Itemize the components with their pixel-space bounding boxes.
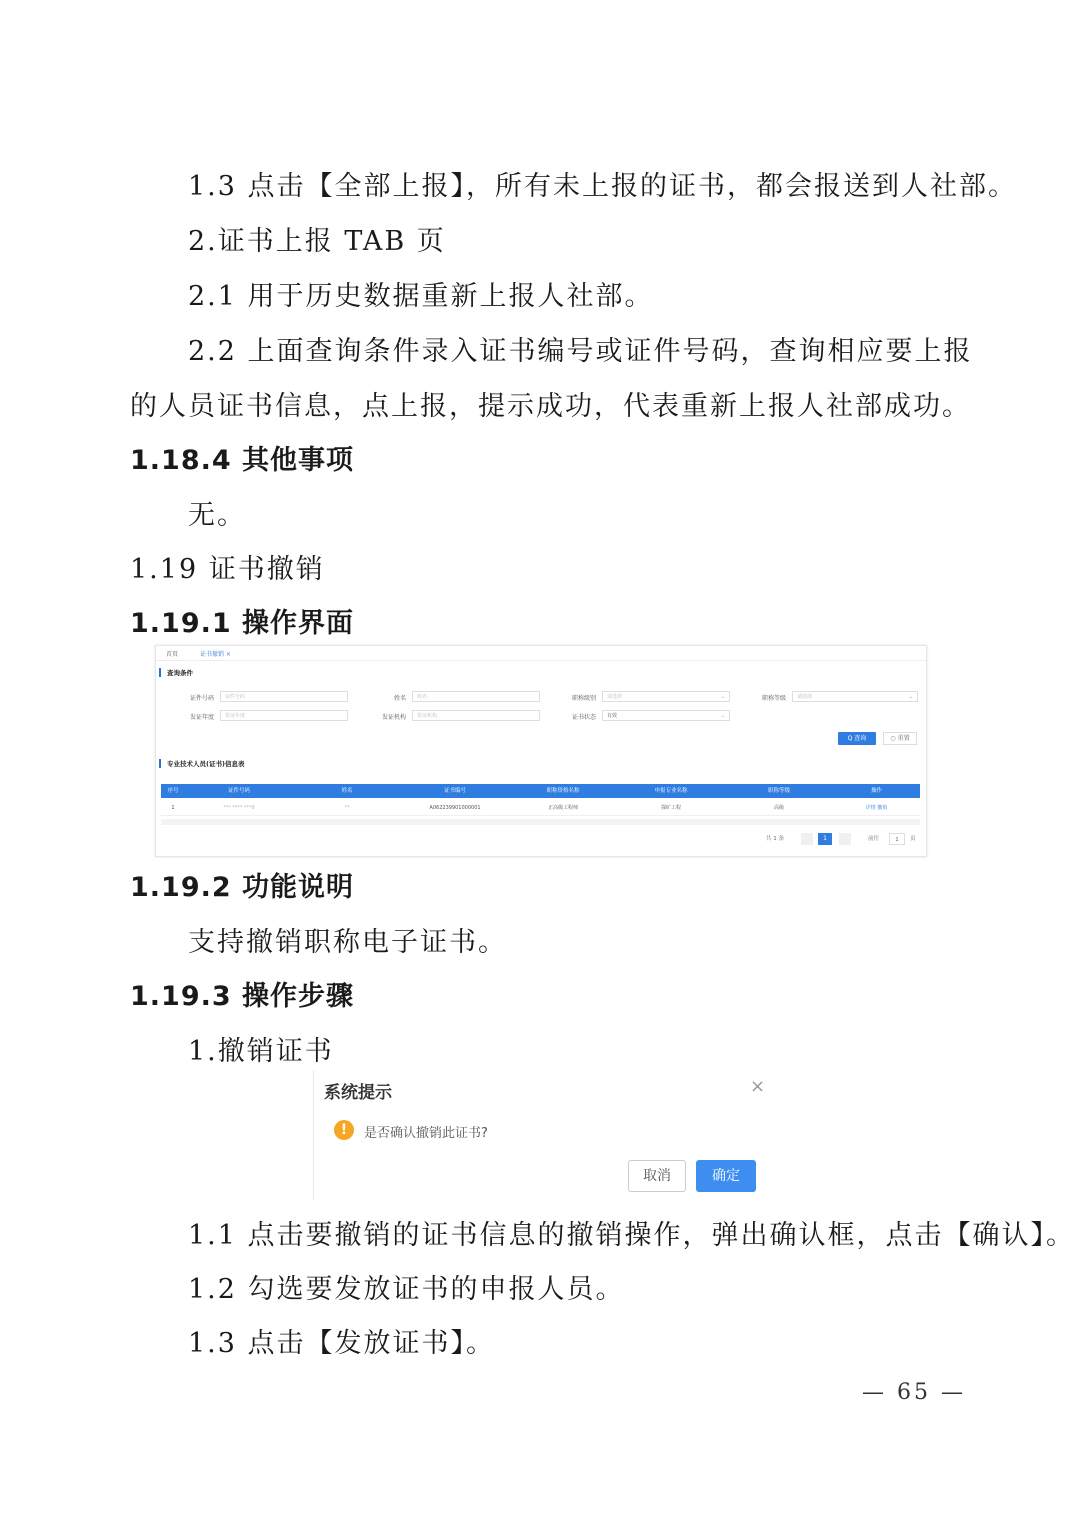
para-line: 1.2 勾选要发放证书的申报人员。 bbox=[188, 1274, 625, 1305]
para-line: 1.撤销证书 bbox=[188, 1036, 334, 1067]
cert-revoke-screenshot bbox=[155, 645, 927, 857]
cell: A062239901000001 bbox=[429, 805, 481, 811]
warning-icon: ! bbox=[334, 1120, 354, 1140]
revoke-link[interactable]: 撤销 bbox=[877, 805, 888, 811]
para-line: 2.2 上面查询条件录入证书编号或证件号码，查询相应要上报 bbox=[188, 336, 973, 367]
para-line: 1.3 点击【发放证书】。 bbox=[188, 1328, 496, 1359]
select-value: 请选择 bbox=[607, 694, 623, 700]
field-label: 职称级别 bbox=[571, 695, 596, 702]
chevron-down-icon: ⌄ bbox=[720, 713, 725, 719]
table-row bbox=[161, 801, 920, 816]
tab-bar bbox=[156, 646, 926, 661]
org-input[interactable]: 发证机构 bbox=[412, 710, 540, 721]
col-header: 职称等级 bbox=[767, 788, 790, 794]
cell: 正高级工程师 bbox=[547, 805, 578, 811]
tab-home[interactable]: 首页 bbox=[166, 651, 179, 658]
page-number: — 65 — bbox=[862, 1380, 966, 1405]
reset-button[interactable]: ○ 重置 bbox=[883, 732, 917, 745]
heading: 1.19.2 功能说明 bbox=[130, 872, 355, 903]
dialog-message: 是否确认撤销此证书? bbox=[364, 1126, 488, 1141]
field-label: 职称等级 bbox=[761, 695, 786, 702]
confirm-dialog bbox=[313, 1070, 784, 1200]
confirm-button[interactable]: 确定 bbox=[696, 1160, 756, 1192]
col-header: 证件号码 bbox=[227, 788, 250, 794]
col-header: 操作 bbox=[870, 788, 882, 794]
pager-unit: 页 bbox=[910, 836, 916, 842]
cell: 探矿工程 bbox=[660, 805, 681, 811]
cert-no-input[interactable]: 证件号码 bbox=[220, 691, 348, 702]
field-label: 发证机构 bbox=[381, 714, 406, 721]
year-input[interactable]: 发证年度 bbox=[220, 710, 348, 721]
query-button[interactable]: Q 查询 bbox=[838, 732, 876, 745]
goto-page-input[interactable]: 1 bbox=[889, 833, 905, 845]
prev-page-button[interactable] bbox=[801, 833, 813, 845]
para-line: 支持撤销职称电子证书。 bbox=[188, 927, 507, 958]
table-header bbox=[161, 784, 920, 798]
field-label: 证件号码 bbox=[189, 695, 214, 702]
level-select[interactable] bbox=[602, 691, 730, 702]
para-line: 2.1 用于历史数据重新上报人社部。 bbox=[188, 281, 654, 312]
col-header: 序号 bbox=[167, 788, 179, 794]
para-line: 1.3 点击【全部上报】，所有未上报的证书，都会报送到人社部。 bbox=[188, 171, 1018, 202]
para-line: 的人员证书信息，点上报，提示成功，代表重新上报人社部成功。 bbox=[130, 391, 971, 422]
dialog-title: 系统提示 bbox=[324, 1083, 392, 1103]
table-section-title: 专业技术人员(证书)信息表 bbox=[159, 759, 244, 768]
col-header: 证书编号 bbox=[443, 788, 466, 794]
heading: 1.19 证书撤销 bbox=[130, 554, 325, 585]
cell-actions bbox=[833, 801, 920, 815]
field-label: 姓名 bbox=[393, 695, 406, 702]
name-input[interactable]: 姓名 bbox=[412, 691, 540, 702]
next-page-button[interactable] bbox=[839, 833, 851, 845]
chevron-down-icon: ⌄ bbox=[720, 694, 725, 700]
col-header: 职称资格名称 bbox=[546, 788, 580, 794]
tab-cert-revoke[interactable]: 证书撤销 × bbox=[200, 651, 231, 658]
close-icon[interactable]: × bbox=[750, 1076, 766, 1097]
pager-goto-label: 前往 bbox=[868, 836, 880, 842]
select-value: 请选择 bbox=[797, 694, 813, 700]
detail-link[interactable]: 详情 bbox=[865, 805, 876, 811]
col-header: 申报专业名称 bbox=[654, 788, 688, 794]
pager-total: 共 1 条 bbox=[766, 836, 784, 842]
select-value: 有效 bbox=[607, 713, 618, 719]
chevron-down-icon: ⌄ bbox=[908, 694, 913, 700]
query-section-title: 查询条件 bbox=[159, 668, 193, 677]
status-select[interactable] bbox=[602, 710, 730, 721]
field-label: 发证年度 bbox=[189, 714, 214, 721]
cell: 高级 bbox=[773, 805, 784, 811]
para-line: 无。 bbox=[188, 500, 246, 531]
cell: *** **** ***8 bbox=[223, 805, 255, 811]
cell: 1 bbox=[171, 805, 175, 811]
col-header: 姓名 bbox=[341, 788, 353, 794]
heading: 1.19.1 操作界面 bbox=[130, 608, 355, 639]
para-line: 2.证书上报 TAB 页 bbox=[188, 226, 446, 257]
heading: 1.19.3 操作步骤 bbox=[130, 981, 355, 1012]
heading: 1.18.4 其他事项 bbox=[130, 445, 355, 476]
cancel-button[interactable]: 取消 bbox=[628, 1160, 686, 1192]
page-current[interactable]: 1 bbox=[818, 833, 832, 845]
horizontal-scrollbar[interactable] bbox=[161, 819, 920, 825]
field-label: 证书状态 bbox=[571, 714, 596, 721]
cell: ** bbox=[344, 805, 350, 811]
para-line: 1.1 点击要撤销的证书信息的撤销操作，弹出确认框，点击【确认】。 bbox=[188, 1220, 1076, 1251]
grade-select[interactable] bbox=[792, 691, 918, 702]
